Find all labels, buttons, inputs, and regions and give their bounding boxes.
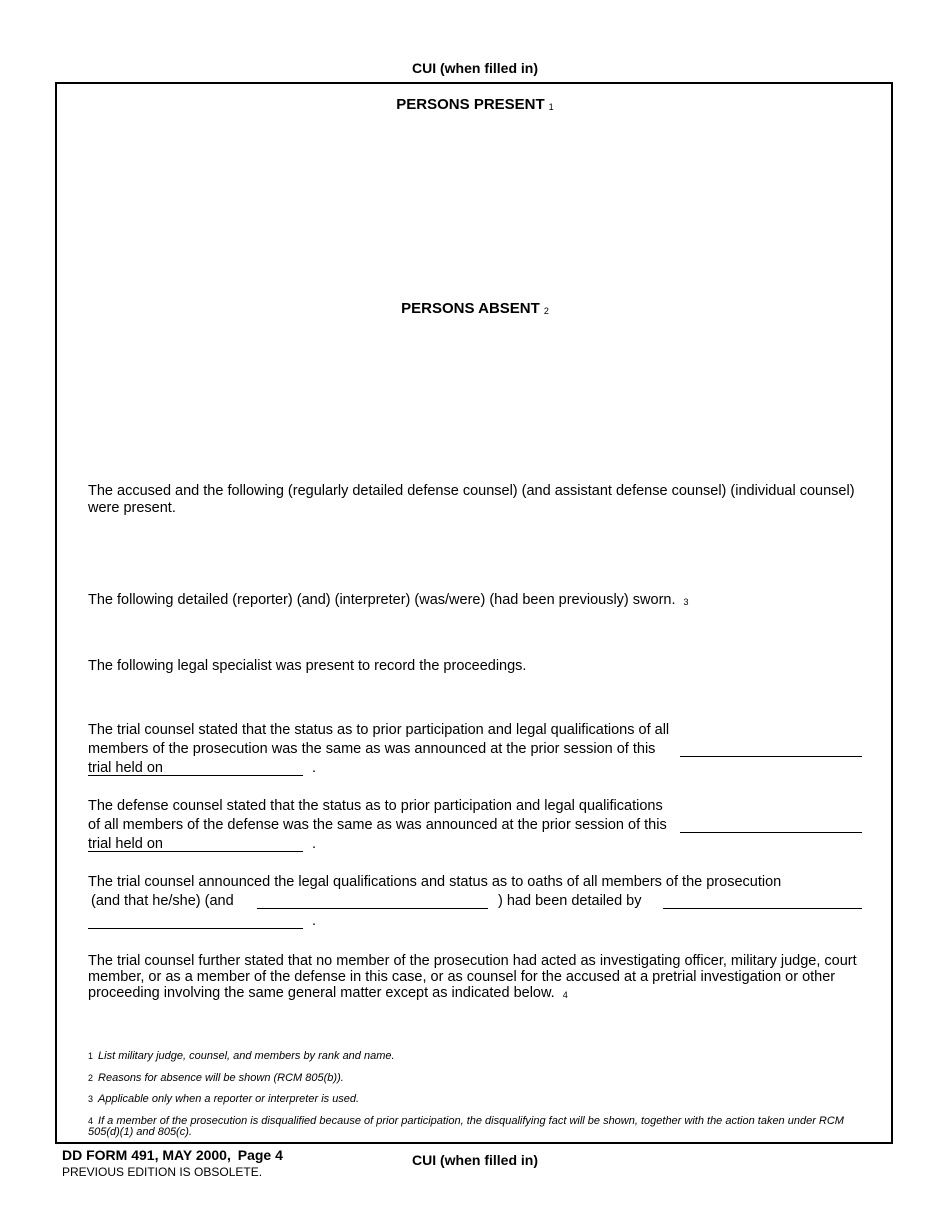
persons-present-heading xyxy=(0,96,950,113)
footnote-ref-2: 2 xyxy=(543,306,549,316)
footnote-ref-1: 1 xyxy=(548,102,554,112)
cui-header: CUI (when filled in) xyxy=(412,60,538,76)
obsolete-notice: PREVIOUS EDITION IS OBSOLETE. xyxy=(62,1165,263,1179)
persons-absent-title: PERSONS ABSENT xyxy=(401,300,540,317)
persons-absent-heading xyxy=(0,300,950,317)
qualifications-period: . xyxy=(312,913,317,929)
footnote-4-text: If a member of the prosecution is disqualified because of prior participation, the disqualifying fact will be shown, together with the action taken under RCM 505(d)(1) and 805(c). xyxy=(88,1115,844,1138)
footnote-2-text: Reasons for absence will be shown (RCM 805(b)). xyxy=(98,1072,344,1084)
defense-counsel-date-field-2[interactable] xyxy=(88,851,303,852)
footnote-1 xyxy=(88,1051,858,1062)
detailed-by-field-1[interactable] xyxy=(663,908,862,909)
footnote-2 xyxy=(88,1073,858,1084)
trial-counsel-period: . xyxy=(312,760,317,776)
footnote-3 xyxy=(88,1094,858,1105)
footnote-1-number: 1 xyxy=(88,1051,94,1061)
further-stated-paragraph xyxy=(88,953,858,1002)
defense-counsel-date-field-1[interactable] xyxy=(680,832,862,833)
qualifications-line-1: The trial counsel announced the legal qualifications and status as to oaths of all members of the prosecution xyxy=(88,874,782,890)
footnote-3-text: Applicable only when a reporter or interpreter is used. xyxy=(98,1093,360,1105)
assistant-counsel-field[interactable] xyxy=(257,908,488,909)
footnote-2-number: 2 xyxy=(88,1073,94,1083)
footnote-4 xyxy=(88,1116,858,1138)
persons-present-title: PERSONS PRESENT xyxy=(396,96,545,113)
accused-present-paragraph: The accused and the following (regularly detailed defense counsel) (and assistant defense counsel) (individual counsel) were present. xyxy=(88,483,855,516)
form-id-text: DD FORM 491, MAY 2000, xyxy=(62,1147,231,1163)
footnote-3-number: 3 xyxy=(88,1094,94,1104)
trial-counsel-status-paragraph: The trial counsel stated that the status as to prior participation and legal qualifications of all members of the prosecution was the same as was announced at the prior session of this trial held on xyxy=(88,722,670,776)
footnote-ref-3: 3 xyxy=(683,597,689,607)
cui-footer: CUI (when filled in) xyxy=(412,1152,538,1168)
detailed-by-field-2[interactable] xyxy=(88,928,303,929)
footnote-1-text: List military judge, counsel, and members by rank and name. xyxy=(98,1050,395,1062)
footnote-ref-4: 4 xyxy=(562,990,568,1000)
defense-counsel-period: . xyxy=(312,836,317,852)
trial-counsel-date-field-2[interactable] xyxy=(88,775,303,776)
qualifications-detailed-by-text: ) had been detailed by xyxy=(498,893,642,909)
defense-counsel-status-paragraph: The defense counsel stated that the status as to prior participation and legal qualifications of all members of the defense was the same as was announced at the prior session of this trial held on xyxy=(88,798,667,852)
trial-counsel-date-field-1[interactable] xyxy=(680,756,862,757)
reporter-sworn-paragraph xyxy=(88,592,858,610)
page-number: Page 4 xyxy=(237,1147,283,1163)
further-stated-text: The trial counsel further stated that no member of the prosecution had acted as investigating officer, military judge, court member, or as a member of the defense in this case, or as counsel for the accused at a pretrial investigation or other proceeding involving the same general matter except as indicated below. xyxy=(88,953,857,1001)
footnote-4-number: 4 xyxy=(88,1116,94,1126)
reporter-sworn-text: The following detailed (reporter) (and) (interpreter) (was/were) (had been previously) sworn. xyxy=(88,592,676,608)
legal-specialist-paragraph: The following legal specialist was present to record the proceedings. xyxy=(88,658,527,674)
qualifications-and-text: (and that he/she) (and xyxy=(91,893,234,909)
